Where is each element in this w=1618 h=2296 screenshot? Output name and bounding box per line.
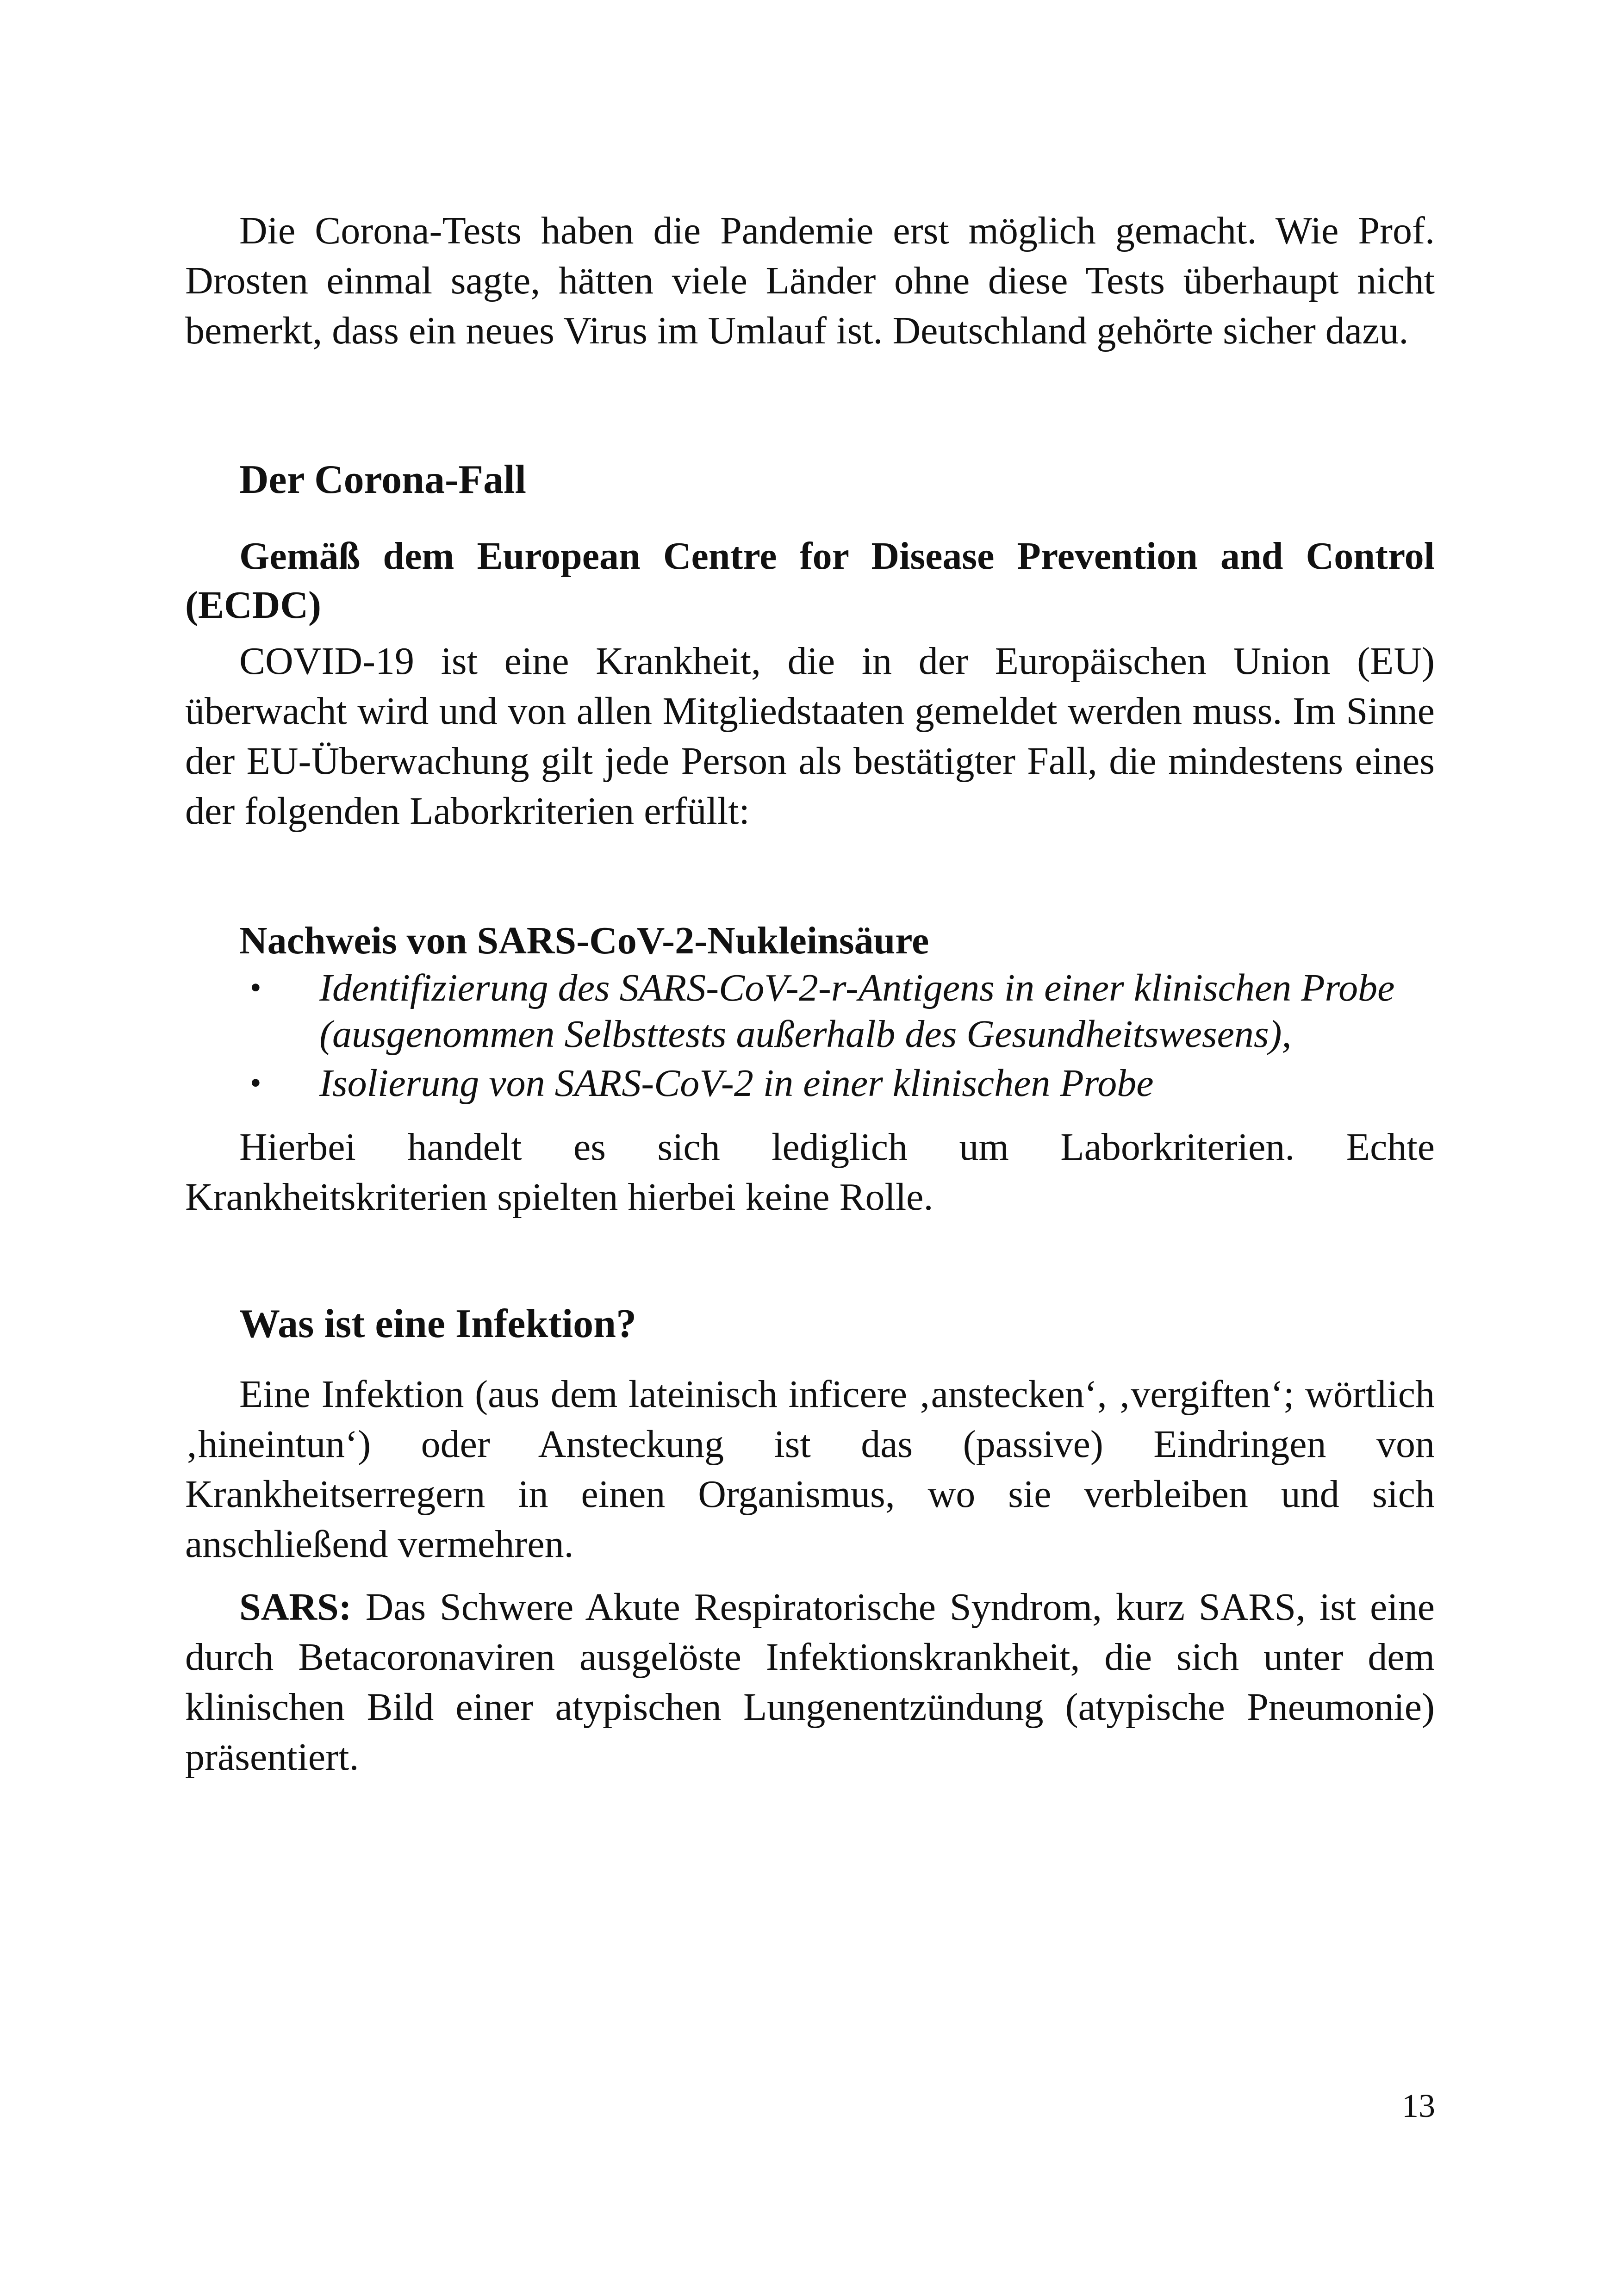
bullet-icon: • [250,1065,261,1101]
closing-paragraph: Hierbei handelt es sich lediglich um Laborkriterien. Echte Krankheitskriterien spielten hierbei keine Rolle. [185,1126,1435,1219]
sars-label: SARS: [239,1586,352,1629]
page-content [185,206,1435,1782]
bullet-icon: • [250,970,261,1006]
subheading-ecdc: Gemäß dem European Centre for Disease Prevention and Control (ECDC) [185,535,1435,627]
page-number: 13 [1402,2087,1435,2124]
section-heading-infektion: Was ist eine Infektion? [239,1301,637,1346]
criteria-list [185,965,1435,1107]
list-item-text: Identifizierung des SARS-CoV-2-r-Antigens in einer klinischen Probe (ausgenommen Selbsttests außerhalb des Gesundheitswesens), [319,966,1395,1056]
sars-text: Das Schwere Akute Respiratorische Syndrom, kurz SARS, ist eine durch Betacoronaviren ausgelöste Infektionskrankheit, die sich unter dem klinischen Bild einer atypischen Lungenentzündung (atypische Pneumonie) präsentiert. [185,1586,1435,1779]
criteria-list-block [185,917,1435,1107]
list-item [185,965,1435,1058]
infektion-paragraph: Eine Infektion (aus dem lateinisch inficere ‚anstecken‘, ‚vergiften‘; wörtlich ‚hineintun‘) oder Ansteckung ist das (passive) Eindringen von Krankheitserregern in einen Organismus, wo sie verbleiben und sich anschließend vermehren. [185,1373,1435,1566]
ecdc-paragraph: COVID-19 ist eine Krankheit, die in der Europäischen Union (EU) überwacht wird und von allen Mitgliedstaaten gemeldet werden muss. Im Sinne der EU-Überwachung gilt jede Person als bestätigter Fall, die mindestens eines der folgenden Laborkriterien erfüllt: [185,640,1435,833]
list-heading: Nachweis von SARS-CoV-2-Nukleinsäure [239,919,929,962]
section-heading-corona-fall: Der Corona-Fall [239,457,526,502]
sars-paragraph [185,1582,1435,1782]
list-item-text: Isolierung von SARS-CoV-2 in einer klinischen Probe [319,1062,1154,1105]
intro-paragraph: Die Corona-Tests haben die Pandemie erst möglich gemacht. Wie Prof. Drosten einmal sagte, hätten viele Länder ohne diese Tests überhaupt nicht bemerkt, dass ein neues Virus im Umlauf ist. Deutschland gehörte sicher dazu. [185,209,1435,352]
list-item [185,1060,1435,1107]
